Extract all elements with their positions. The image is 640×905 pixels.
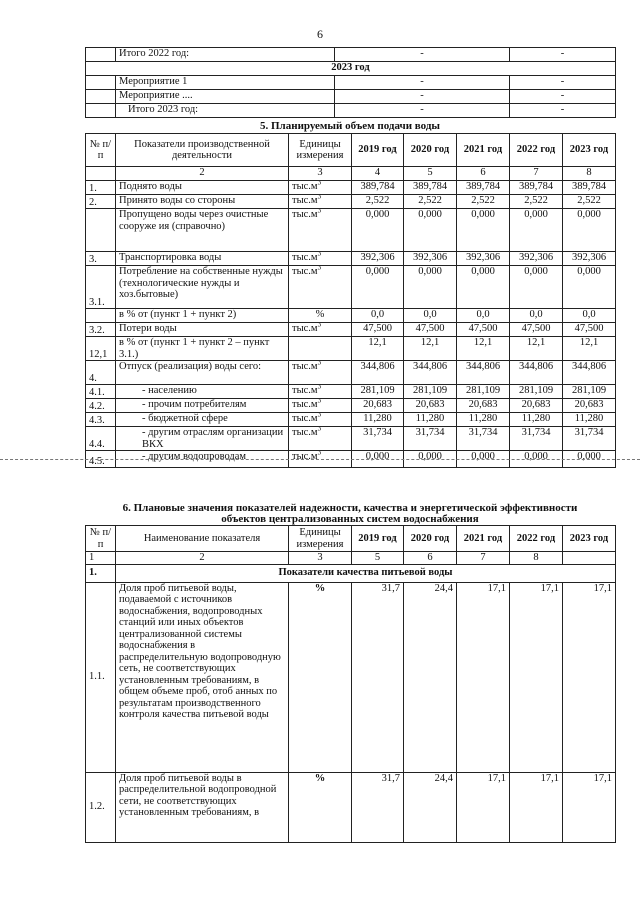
event-label: Итого 2023 год: [116, 104, 335, 118]
value-cell: 17,1 [510, 772, 563, 842]
row-number: 3. [86, 252, 116, 266]
value-cell: 11,280 [510, 413, 563, 427]
value-cell: 389,784 [510, 181, 563, 195]
header-indicator: Наименование показателя [116, 526, 289, 552]
value-cell: 31,734 [563, 427, 616, 451]
unit-superscript: 3 [317, 251, 322, 258]
fold-line [0, 459, 640, 460]
value-cell: 20,683 [510, 399, 563, 413]
column-number-cell: 6 [404, 552, 457, 565]
table-row [86, 266, 616, 309]
unit-text: тыс.м [292, 266, 318, 277]
indicator-name: Принято воды со стороны [116, 195, 289, 209]
value-cell: 11,280 [404, 413, 457, 427]
indicator-name: Отпуск (реализация) воды сего: [116, 361, 289, 385]
unit-text: тыс.м [292, 399, 318, 410]
events-table [85, 47, 616, 118]
table-row [86, 252, 616, 266]
unit-superscript: 3 [317, 265, 322, 272]
unit-cell [289, 385, 352, 399]
table-row [86, 309, 616, 323]
value-cell: 392,306 [457, 252, 510, 266]
value-cell: 0,0 [510, 309, 563, 323]
indicator-name: - прочим потребителям [116, 399, 289, 413]
value-cell: 0,000 [352, 266, 404, 309]
unit-cell [289, 427, 352, 451]
table-row [86, 582, 616, 772]
table-row [86, 427, 616, 451]
column-number-cell: 2 [116, 167, 289, 181]
water-supply-table [85, 133, 616, 468]
value-cell: 12,1 [404, 337, 457, 361]
value-cell: 392,306 [352, 252, 404, 266]
indicator-name: Пропущено воды через очистные сооруже ия (справочно) [116, 209, 289, 252]
unit-cell [289, 195, 352, 209]
value-cell: 0,000 [352, 451, 404, 468]
table-row [86, 413, 616, 427]
table-row [86, 361, 616, 385]
unit-text: тыс.м [292, 427, 318, 438]
value-cell: 17,1 [510, 582, 563, 772]
value-cell: 12,1 [457, 337, 510, 361]
unit-superscript: 3 [317, 384, 322, 391]
value-cell: 281,109 [563, 385, 616, 399]
column-number-cell: 7 [457, 552, 510, 565]
unit-cell: % [289, 582, 352, 772]
value-cell: - [510, 76, 616, 90]
row-number: 4. [86, 361, 116, 385]
table-row [86, 48, 616, 62]
unit-superscript: 3 [317, 398, 322, 405]
unit-text: тыс.м [292, 451, 318, 462]
unit-cell [289, 209, 352, 252]
value-cell: 31,734 [404, 427, 457, 451]
indicator-name: Потребление на собственные нужды (технологические нужды и хоз.бытовые) [116, 266, 289, 309]
value-cell: - [335, 104, 510, 118]
group-num: 1. [86, 564, 116, 582]
table-row [86, 62, 616, 76]
value-cell: - [510, 90, 616, 104]
row-number: 1.1. [86, 582, 116, 772]
value-cell: 281,109 [510, 385, 563, 399]
header-year: 2019 год [352, 526, 404, 552]
value-cell: 2,522 [352, 195, 404, 209]
column-number-cell: 7 [510, 167, 563, 181]
value-cell: 31,734 [352, 427, 404, 451]
unit-superscript: 3 [317, 426, 322, 433]
value-cell: - [335, 48, 510, 62]
value-cell: 2,522 [457, 195, 510, 209]
value-cell: 31,734 [457, 427, 510, 451]
value-cell: 20,683 [404, 399, 457, 413]
header-indicator: Показатели производственной деятельности [116, 134, 289, 167]
value-cell: 11,280 [457, 413, 510, 427]
unit-cell [289, 252, 352, 266]
value-cell: 47,500 [510, 323, 563, 337]
value-cell: 20,683 [563, 399, 616, 413]
unit-text: тыс.м [292, 361, 318, 372]
unit-cell [289, 337, 352, 361]
column-number-cell: 4 [352, 167, 404, 181]
value-cell: 2,522 [563, 195, 616, 209]
row-number: 4.5. [86, 451, 116, 468]
unit-superscript: 3 [317, 180, 322, 187]
value-cell: 11,280 [563, 413, 616, 427]
value-cell: 47,500 [563, 323, 616, 337]
value-cell: 392,306 [510, 252, 563, 266]
value-cell: 12,1 [510, 337, 563, 361]
value-cell: 344,806 [457, 361, 510, 385]
value-cell: 24,4 [404, 772, 457, 842]
value-cell: 0,0 [404, 309, 457, 323]
value-cell: 31,7 [352, 582, 404, 772]
value-cell: 0,0 [457, 309, 510, 323]
header-year: 2020 год [404, 526, 457, 552]
value-cell: 0,0 [352, 309, 404, 323]
unit-text: тыс.м [292, 385, 318, 396]
header-unit: Единицы измерения [289, 526, 352, 552]
unit-cell [289, 309, 352, 323]
table-row [86, 399, 616, 413]
header-year: 2022 год [510, 526, 563, 552]
row-number [86, 209, 116, 252]
value-cell: 0,000 [510, 209, 563, 252]
value-cell: 0,000 [404, 451, 457, 468]
value-cell: 0,0 [563, 309, 616, 323]
value-cell: 2,522 [404, 195, 457, 209]
indicator-name: - населению [116, 385, 289, 399]
empty-cell [86, 104, 116, 118]
unit-text: тыс.м [292, 181, 318, 192]
value-cell: 281,109 [404, 385, 457, 399]
value-cell: 0,000 [563, 266, 616, 309]
row-number: 3.2. [86, 323, 116, 337]
row-number: 4.2. [86, 399, 116, 413]
value-cell: 344,806 [510, 361, 563, 385]
indicators-table [85, 525, 616, 843]
unit-cell [289, 413, 352, 427]
value-cell: 344,806 [563, 361, 616, 385]
unit-cell [289, 181, 352, 195]
unit-superscript: 3 [317, 360, 322, 367]
value-cell: 0,000 [457, 266, 510, 309]
table-row [86, 181, 616, 195]
table-row [86, 385, 616, 399]
page-number: 6 [317, 27, 323, 41]
unit-cell: % [289, 772, 352, 842]
unit-cell [289, 323, 352, 337]
unit-cell [289, 399, 352, 413]
value-cell: 281,109 [457, 385, 510, 399]
value-cell: 0,000 [404, 209, 457, 252]
value-cell: 24,4 [404, 582, 457, 772]
column-number-cell: 5 [404, 167, 457, 181]
row-number: 3.1. [86, 266, 116, 309]
value-cell: - [510, 48, 616, 62]
section5-title: 5. Планируемый объем подачи воды [260, 120, 440, 132]
empty-cell [86, 76, 116, 90]
empty-cell [86, 48, 116, 62]
unit-text: тыс.м [292, 323, 318, 334]
value-cell: 17,1 [563, 772, 616, 842]
value-cell: 0,000 [510, 451, 563, 468]
column-number-cell [86, 167, 116, 181]
unit-cell [289, 361, 352, 385]
indicator-name: Потери воды [116, 323, 289, 337]
header-year: 2023 год [563, 134, 616, 167]
value-cell: 344,806 [404, 361, 457, 385]
value-cell: 0,000 [404, 266, 457, 309]
value-cell: 12,1 [352, 337, 404, 361]
table-row [86, 104, 616, 118]
value-cell: 281,109 [352, 385, 404, 399]
row-number: 4.3. [86, 413, 116, 427]
section6-title-line2: объектов централизованных систем водоснабжения [221, 513, 479, 525]
unit-cell [289, 266, 352, 309]
value-cell: 0,000 [563, 451, 616, 468]
column-number-cell: 3 [289, 552, 352, 565]
unit-superscript: 3 [317, 194, 322, 201]
value-cell: - [510, 104, 616, 118]
empty-cell [86, 90, 116, 104]
unit-superscript: 3 [317, 208, 322, 215]
indicator-name: Поднято воды [116, 181, 289, 195]
unit-text: тыс.м [292, 195, 318, 206]
value-cell: 392,306 [563, 252, 616, 266]
table-row [86, 323, 616, 337]
column-number-cell [563, 552, 616, 565]
indicator-name: Доля проб питьевой воды, подаваемой с источников водоснабжения, водопроводных станций или иных объектов централизованной системы водоснабжения в распределительную водопроводную сеть, не соответствующих установленным требованиям, в общем объеме проб, отоб анных по результатам производственного контроля качества питьевой воды [116, 582, 289, 772]
year-header: 2023 год [86, 62, 616, 76]
row-number: 1.2. [86, 772, 116, 842]
value-cell: 344,806 [352, 361, 404, 385]
table-row [86, 76, 616, 90]
unit-text: тыс.м [292, 413, 318, 424]
row-number [86, 309, 116, 323]
header-num: № п/п [86, 134, 116, 167]
header-unit: Единицы измерения [289, 134, 352, 167]
value-cell: 0,000 [352, 209, 404, 252]
value-cell: 47,500 [404, 323, 457, 337]
value-cell: 47,500 [352, 323, 404, 337]
value-cell: 0,000 [510, 266, 563, 309]
column-number-cell: 5 [352, 552, 404, 565]
value-cell: 389,784 [457, 181, 510, 195]
event-label: Мероприятие .... [116, 90, 335, 104]
section6-title-line1: 6. Плановые значения показателей надежности, качества и энергетической эффективности [122, 502, 578, 514]
value-cell: 392,306 [404, 252, 457, 266]
unit-text: тыс.м [292, 209, 318, 220]
value-cell: 389,784 [352, 181, 404, 195]
unit-superscript: 3 [317, 322, 322, 329]
event-label: Итого 2022 год: [116, 48, 335, 62]
header-year: 2021 год [457, 134, 510, 167]
unit-text: % [315, 309, 325, 320]
header-year: 2021 год [457, 526, 510, 552]
column-number-cell: 1 [86, 552, 116, 565]
row-number: 4.1. [86, 385, 116, 399]
column-number-cell: 6 [457, 167, 510, 181]
value-cell: 17,1 [457, 772, 510, 842]
indicator-name: Транспортировка воды [116, 252, 289, 266]
value-cell: 31,7 [352, 772, 404, 842]
header-year: 2023 год [563, 526, 616, 552]
row-number: 12,1 [86, 337, 116, 361]
value-cell: 17,1 [457, 582, 510, 772]
value-cell: 0,000 [457, 209, 510, 252]
indicator-name: Доля проб питьевой воды в распределительной водопроводной сети, не соответствующих установленным требованиям, в [116, 772, 289, 842]
header-year: 2020 год [404, 134, 457, 167]
indicator-name: - бюджетной сфере [116, 413, 289, 427]
indicator-name: в % от (пункт 1 + пункт 2) [116, 309, 289, 323]
indicator-name: - другим водопроводам [116, 451, 289, 468]
indicator-name: в % от (пункт 1 + пункт 2 – пункт 3.1.) [116, 337, 289, 361]
unit-superscript: 3 [317, 450, 322, 457]
value-cell: 17,1 [563, 582, 616, 772]
row-number: 4.4. [86, 427, 116, 451]
column-number-cell: 3 [289, 167, 352, 181]
column-number-cell: 8 [563, 167, 616, 181]
unit-superscript: 3 [317, 412, 322, 419]
value-cell: 31,734 [510, 427, 563, 451]
unit-text: тыс.м [292, 252, 318, 263]
row-number: 2. [86, 195, 116, 209]
header-num: № п/п [86, 526, 116, 552]
table-row [86, 195, 616, 209]
row-number: 1. [86, 181, 116, 195]
value-cell: 0,000 [457, 451, 510, 468]
value-cell: 2,522 [510, 195, 563, 209]
table-row [86, 772, 616, 842]
header-year: 2022 год [510, 134, 563, 167]
column-number-cell: 8 [510, 552, 563, 565]
event-label: Мероприятие 1 [116, 76, 335, 90]
table-row [86, 90, 616, 104]
column-number-cell: 2 [116, 552, 289, 565]
header-year: 2019 год [352, 134, 404, 167]
value-cell: 389,784 [563, 181, 616, 195]
group-title: Показатели качества питьевой воды [116, 564, 616, 582]
value-cell: 20,683 [457, 399, 510, 413]
value-cell: 12,1 [563, 337, 616, 361]
value-cell: 389,784 [404, 181, 457, 195]
table-row [86, 209, 616, 252]
value-cell: - [335, 90, 510, 104]
value-cell: 20,683 [352, 399, 404, 413]
value-cell: 47,500 [457, 323, 510, 337]
value-cell: 11,280 [352, 413, 404, 427]
indicator-name: - другим отраслям организации ВКХ [116, 427, 289, 451]
value-cell: - [335, 76, 510, 90]
value-cell: 0,000 [563, 209, 616, 252]
table-row [86, 337, 616, 361]
